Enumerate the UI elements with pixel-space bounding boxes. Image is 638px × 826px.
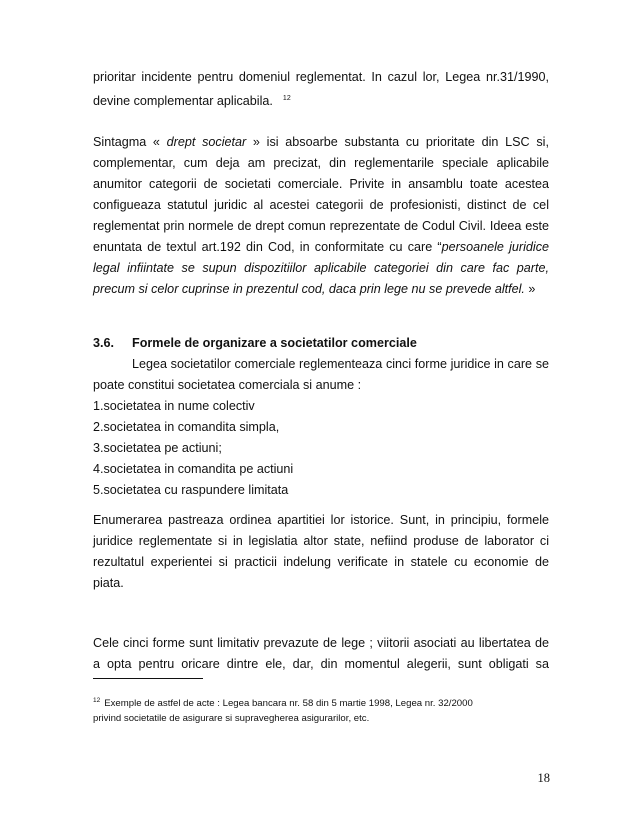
section-intro-line-2: poate constitui societatea comerciala si anume : (93, 378, 362, 392)
paragraph-3 (93, 510, 549, 594)
paragraph-2-line-4: configueaza statutul juridic al acestei categorii de profesionisti, distinct de cel (93, 198, 549, 212)
paragraph-1-line-2-text: devine complementar aplicabila. (93, 94, 273, 109)
section-number: 3.6. (93, 336, 115, 350)
quote-start: persoanele juridice (441, 240, 549, 254)
paragraph-3-line-4: piata. (93, 576, 124, 590)
paragraph-2-line-8 (93, 279, 549, 300)
footnote-line-1 (93, 693, 549, 711)
footnote-number: 12 (93, 697, 101, 704)
footnote-reference: 12 (282, 95, 291, 102)
quote-end: precum si celor cuprinse in prezentul cod, daca prin lege nu se prevede altfel. (93, 282, 525, 296)
section-intro-line-1: Legea societatilor comerciale reglementeaza cinci forme juridice in care se (132, 357, 549, 371)
footnote-separator (93, 678, 203, 679)
footnote (93, 693, 549, 726)
paragraph-2-line-1 (93, 132, 549, 153)
section-heading (93, 333, 549, 354)
paragraph-3-line-3: rezultatul experientei si practicii indelung verificate in statele cu economie de (93, 555, 549, 569)
closing-guillemet: » (524, 282, 536, 296)
paragraph-2-line-1-end: » isi absoarbe substanta cu prioritate din LSC si, (246, 135, 549, 149)
paragraph-3-line-1: Enumerarea pastreaza ordinea apartitiei lor istorice. Sunt, in principiu, formele (93, 513, 549, 527)
paragraph-2-line-1-start: Sintagma « (93, 135, 167, 149)
paragraph-2-line-7: legal infiintate se supun dispozitiilor aplicabile categoriei din care fac parte, (93, 261, 549, 275)
paragraph-4-line-1: Cele cinci forme sunt limitativ prevazute de lege ; viitorii asociati au libertatea de (93, 636, 549, 650)
list-item-3: 3.societatea pe actiuni; (93, 441, 222, 455)
list-item-4: 4.societatea in comandita pe actiuni (93, 462, 294, 476)
paragraph-1-line-1: prioritar incidente pentru domeniul reglementat. In cazul lor, Legea nr.31/1990, (93, 70, 549, 84)
section-3-6 (93, 333, 549, 501)
list-item-5: 5.societatea cu raspundere limitata (93, 483, 289, 497)
paragraph-4 (93, 633, 549, 675)
paragraph-2 (93, 132, 549, 300)
page-number: 18 (537, 771, 550, 785)
paragraph-1-line-2 (93, 88, 549, 109)
paragraph-2-line-6-start: enuntata de textul art.192 din Cod, in conformitate cu care “ (93, 240, 442, 254)
paragraph-2-line-3: anumitor categorii de societati comerciale. Privite in ansamblu toate acestea (93, 177, 549, 191)
section-title: Formele de organizare a societatilor comerciale (132, 336, 417, 350)
list-item-1: 1.societatea in nume colectiv (93, 399, 255, 413)
paragraph-2-line-2: complementar, cum deja am precizat, din reglementarile speciale aplicabile (93, 156, 549, 170)
drept-societar-term: drept societar (166, 135, 247, 149)
footnote-line-2: privind societatile de asigurare si supravegherea asigurarilor, etc. (93, 713, 370, 725)
paragraph-3-line-2: juridice reglementate si in legislatia altor state, nefiind produse de laborator ci (93, 534, 549, 548)
paragraph-2-line-5: reglementat prin normele de drept comun reprezentate de Codul Civil. Ideea este (93, 219, 549, 233)
paragraph-2-line-6 (93, 237, 549, 258)
footnote-line-1-text: Exemple de astfel de acte : Legea bancara nr. 58 din 5 martie 1998, Legea nr. 32/2000 (104, 698, 473, 710)
paragraph-4-line-2: a opta pentru oricare dintre ele, dar, din momentul alegerii, sunt obligati sa (93, 657, 549, 671)
list-item-2: 2.societatea in comandita simpla, (93, 420, 280, 434)
paragraph-1 (93, 67, 549, 109)
